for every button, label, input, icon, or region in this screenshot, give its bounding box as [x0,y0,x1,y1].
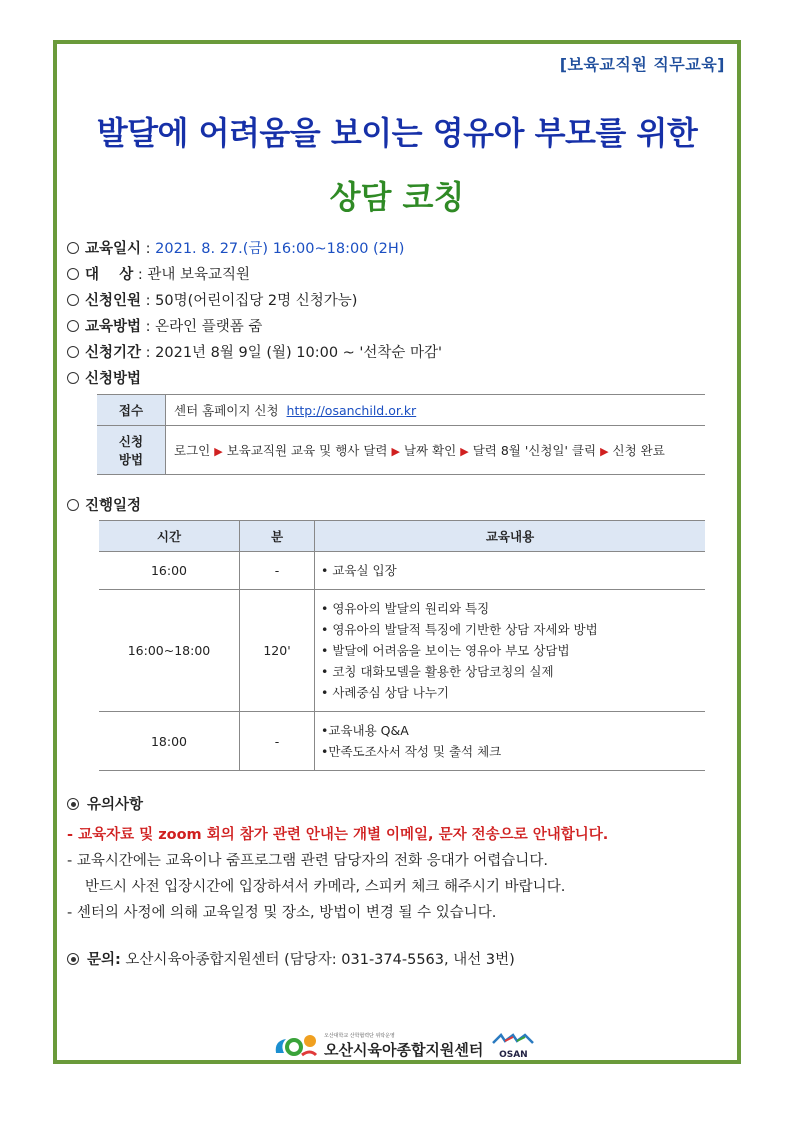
apply-table [97,394,705,475]
table-row [99,590,705,712]
step: 보육교직원 교육 및 행사 달력 [226,443,388,458]
circle-bullet-icon [67,372,79,384]
apply-row-register [97,395,705,426]
info-value: 50명(어린이집당 2명 신청가능) [155,293,358,309]
info-apply-method [67,366,442,392]
step: 로그인 [174,443,211,458]
title-line-2: 상담 코칭 [329,178,465,216]
dotted-circle-icon [67,798,79,810]
circle-bullet-icon [67,320,79,332]
notice-line: 반드시 사전 입장시간에 입장하셔서 카메라, 스피커 체크 해주시기 바랍니다. [85,879,566,895]
osan-logo [491,1033,535,1060]
list-item: •만족도조사서 작성 및 출석 체크 [321,744,502,759]
time-cell: 16:00 [99,552,240,590]
circle-bullet-icon [67,268,79,280]
dotted-circle-icon [67,953,79,965]
apply-row-head [97,426,166,475]
center-logo [272,1026,535,1066]
triangle-right-icon: ▶ [214,445,223,458]
circle-bullet-icon [67,346,79,358]
contact-line [67,948,515,969]
category-tag: [보육교직원 직무교육] [559,55,725,74]
info-method: 교육방법 : 온라인 플랫폼 줌 [67,314,442,340]
list-item: • 교육실 입장 [321,563,397,578]
info-label: 신청기간 [85,345,142,361]
schedule-table [99,520,705,771]
apply-row-content [166,395,706,426]
info-value: 온라인 플랫폼 줌 [155,319,263,335]
list-item: • 발달에 어려움을 보이는 영유아 부모 상담법 [321,643,570,658]
notice-line: - 교육시간에는 교육이나 줌프로그램 관련 담당자의 전화 응대가 어렵습니다. [67,853,548,869]
info-target: 대 상 : 관내 보육교직원 [67,262,442,288]
notice-heading [67,792,608,818]
logo-subtext: 오산대학교 산학협력단 위탁운영 [324,1033,395,1039]
time-cell: 16:00~18:00 [99,590,240,712]
list-item: • 영유아의 발달적 특징에 기반한 상담 자세와 방법 [321,622,598,637]
step: 신청 완료 [612,443,665,458]
center-logo-mark-icon [272,1031,320,1061]
notice-line-important: - 교육자료 및 zoom 회의 참가 관련 안내는 개별 이메일, 문자 전송으로 안내합니다. [67,827,609,843]
info-list [67,236,442,392]
minutes-cell: - [240,552,315,590]
apply-row-method [97,426,705,475]
list-item: • 코칭 대화모델을 활용한 상담코칭의 실제 [321,664,554,679]
circle-bullet-icon [67,499,79,511]
info-value: 2021. 8. 27.(금) 16:00~18:00 (2H) [155,241,405,257]
homepage-link[interactable]: http://osanchild.or.kr [286,403,417,418]
list-item: •교육내용 Q&A [321,723,409,738]
content-cell [315,590,706,712]
notice-heading-text: 유의사항 [87,797,144,813]
page-frame [53,40,741,1064]
triangle-right-icon: ▶ [600,445,609,458]
apply-steps [166,426,706,475]
circle-bullet-icon [67,294,79,306]
info-value: 2021년 8월 9일 (월) 10:00 ~ '선착순 마감' [155,345,443,361]
notice-section [67,792,608,926]
list-item: • 사례중심 상담 나누기 [321,685,449,700]
info-label: 교육방법 [85,319,142,335]
column-header: 시간 [99,521,240,552]
contact-label: 문의: [87,952,121,968]
info-date: 교육일시 : 2021. 8. 27.(금) 16:00~18:00 (2H) [67,236,442,262]
column-header: 분 [240,521,315,552]
schedule-title [67,494,141,515]
step: 달력 8월 '신청일' 클릭 [472,443,597,458]
minutes-cell: - [240,712,315,771]
info-period: 신청기간 : 2021년 8월 9일 (월) 10:00 ~ '선착순 마감' [67,340,442,366]
step: 날짜 확인 [403,443,457,458]
osan-logo-text: OSAN [499,1049,528,1060]
notice-line: - 센터의 사정에 의해 교육일정 및 장소, 방법이 변경 될 수 있습니다. [67,905,497,921]
content-cell [315,552,706,590]
info-value: 관내 보육교직원 [147,267,250,283]
column-header: 교육내용 [315,521,706,552]
table-row [99,552,705,590]
apply-head-line: 방법 [118,452,144,467]
info-label: 신청방법 [85,371,142,387]
info-label: 대 상 [85,267,134,283]
minutes-cell: 120' [240,590,315,712]
info-label: 교육일시 [85,241,142,257]
info-label: 신청인원 [85,293,142,309]
list-item: • 영유아의 발달의 원리와 특징 [321,601,490,616]
info-capacity: 신청인원 : 50명(어린이집당 2명 신청가능) [67,288,442,314]
title-line-1: 발달에 어려움을 보이는 영유아 부모를 위한 [96,114,698,152]
apply-head-line: 신청 [118,434,144,449]
contact-value: 오산시육아종합지원센터 (담당자: 031-374-5563, 내선 3번) [125,952,515,968]
schedule-header-row [99,521,705,552]
table-row [99,712,705,771]
apply-register-text: 센터 홈페이지 신청 [174,403,279,418]
triangle-right-icon: ▶ [391,445,400,458]
content-cell [315,712,706,771]
logo-name: 오산시육아종합지원센터 [324,1041,484,1059]
circle-bullet-icon [67,242,79,254]
triangle-right-icon: ▶ [460,445,469,458]
time-cell: 18:00 [99,712,240,771]
schedule-title-text: 진행일정 [85,498,142,514]
apply-row-head: 접수 [97,395,166,426]
osan-wings-icon [491,1033,535,1047]
